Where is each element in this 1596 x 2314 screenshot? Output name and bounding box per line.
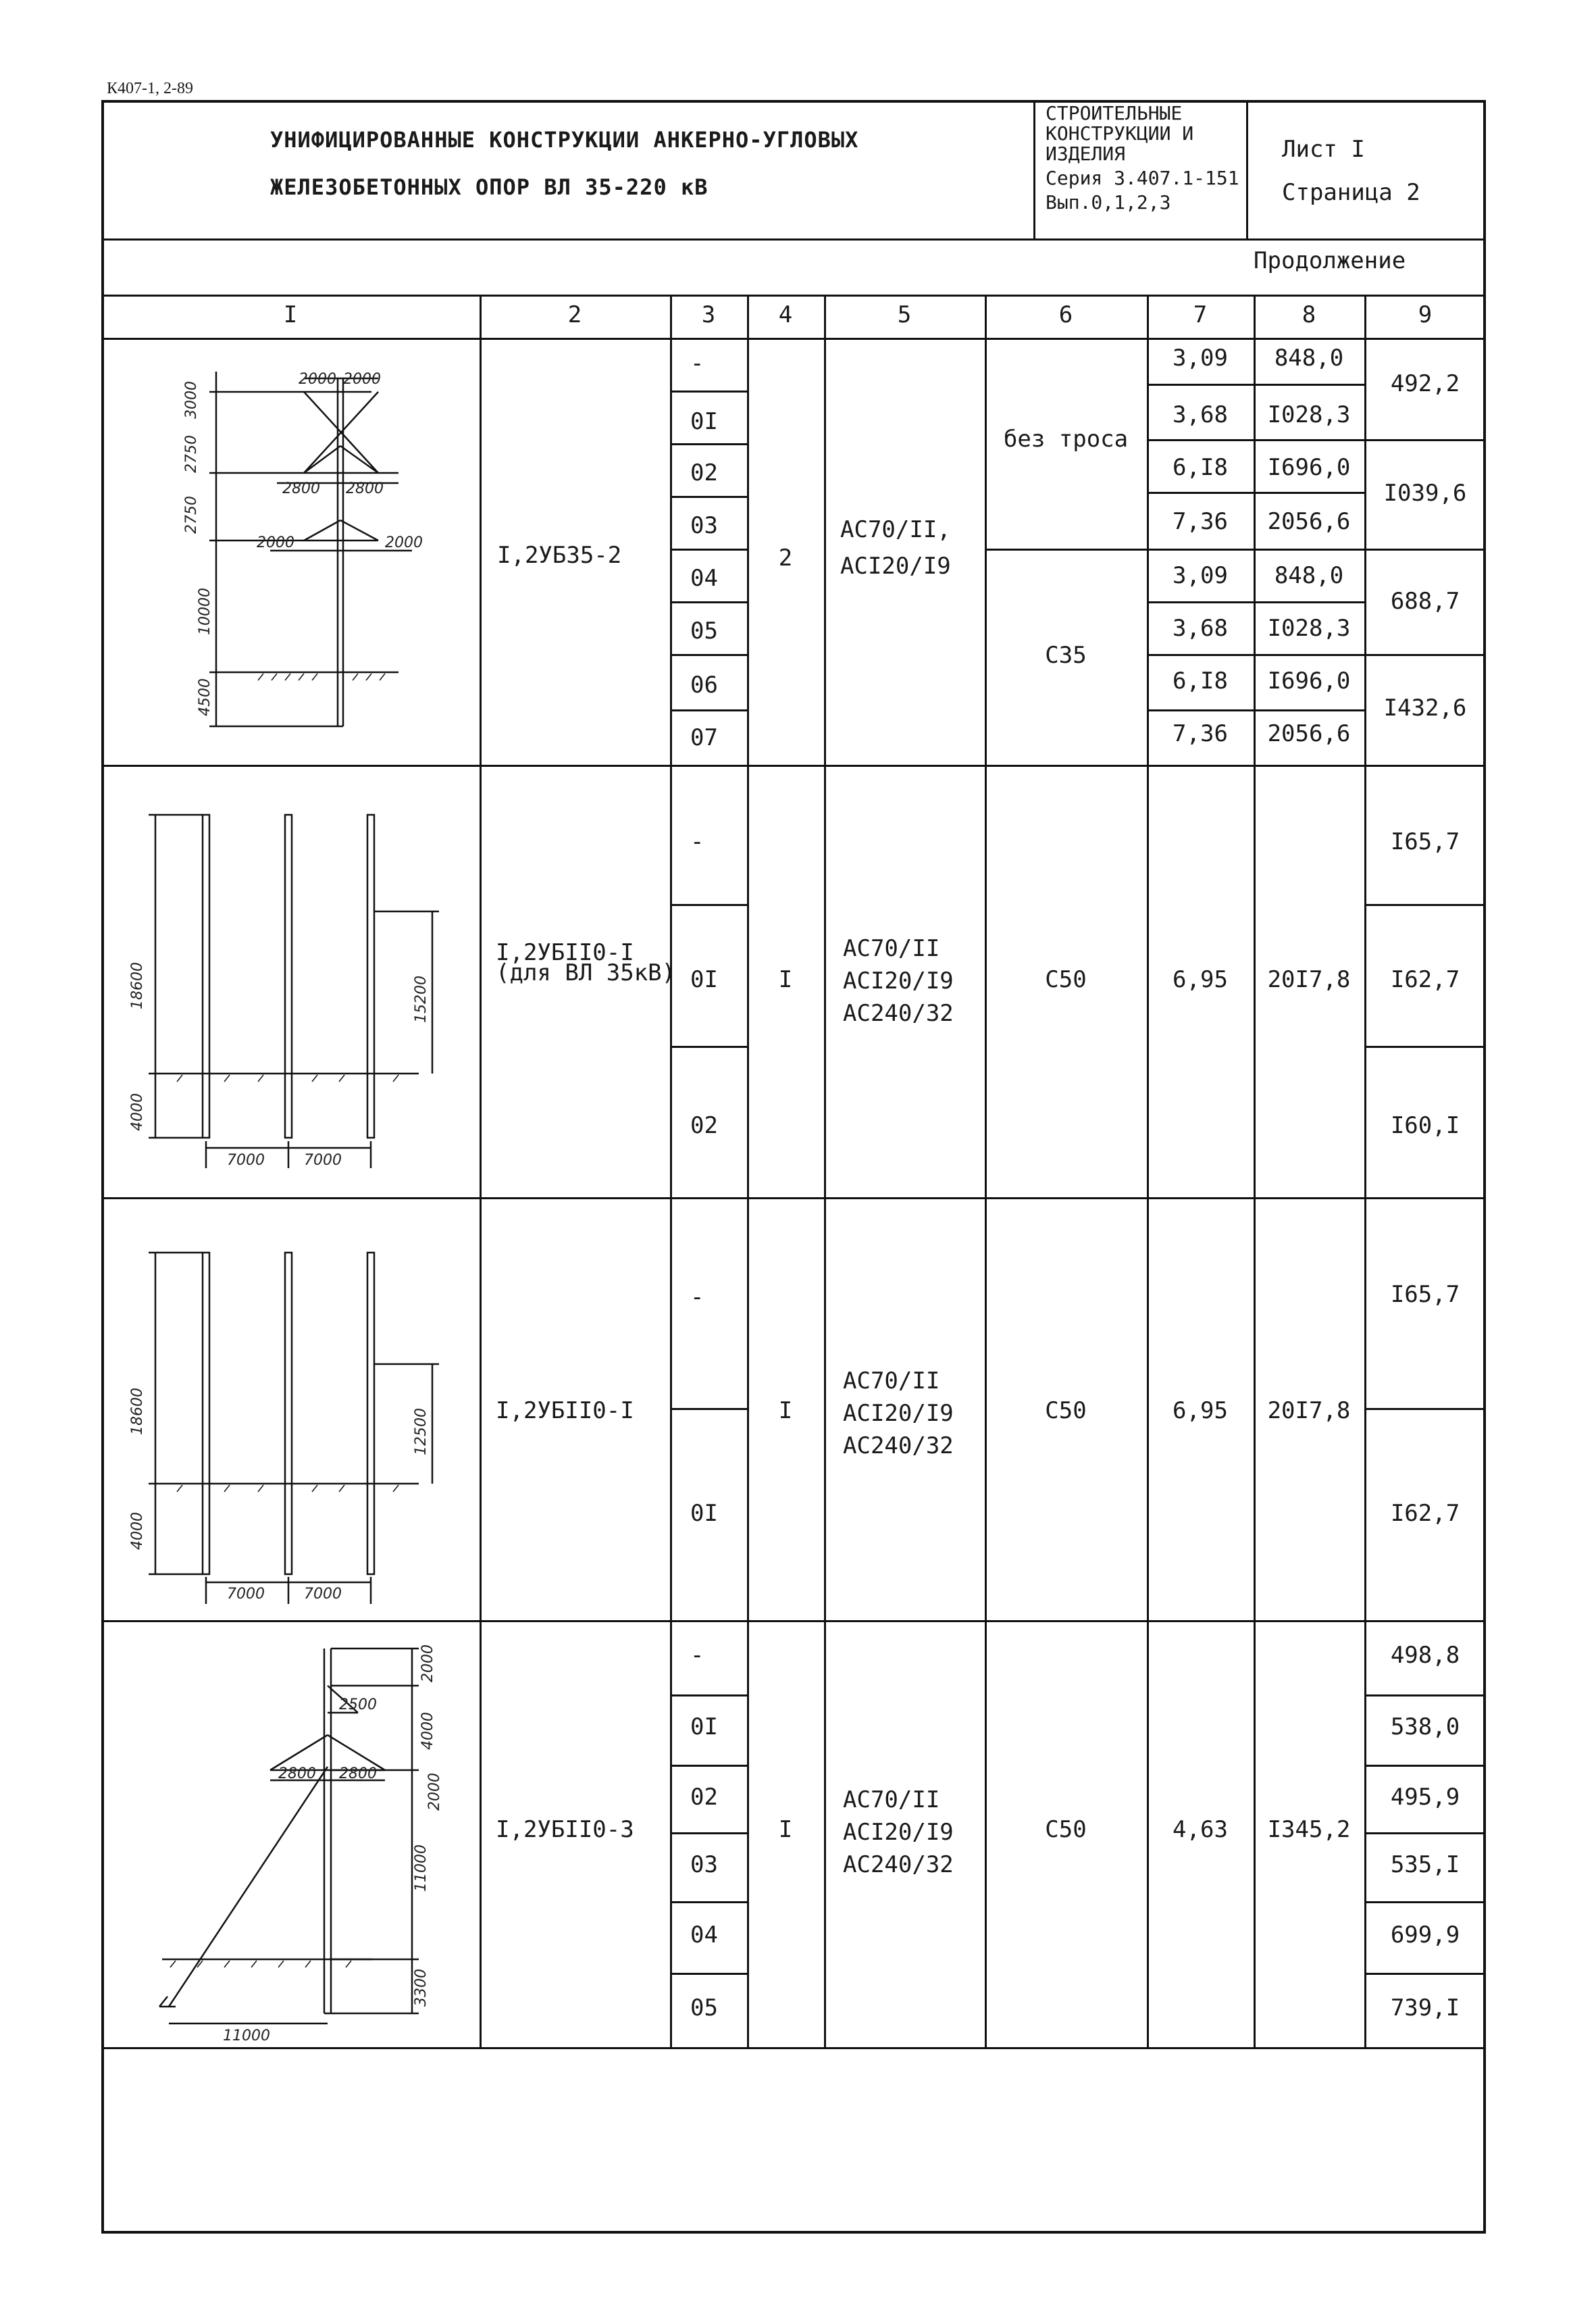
b1-dim: 2800 bbox=[282, 480, 320, 497]
b2-col9: I62,7 bbox=[1390, 966, 1460, 993]
b4-variant: 04 bbox=[690, 1921, 718, 1948]
col-header-3: 3 bbox=[701, 301, 716, 328]
b1-row-line bbox=[670, 709, 747, 711]
b2-row-line bbox=[670, 1046, 747, 1048]
title-line-1: УНИФИЦИРОВАННЫЕ КОНСТРУКЦИИ АНКЕРНО-УГЛОВЫХ bbox=[270, 127, 859, 153]
b1-wire-2: АСI20/I9 bbox=[840, 553, 951, 580]
b2-support-note: (для ВЛ 35кВ) bbox=[496, 959, 676, 986]
b1-dim: 2000 bbox=[343, 371, 381, 388]
b4-col9-row-line bbox=[1364, 1694, 1486, 1696]
b1-variant: 02 bbox=[690, 459, 718, 486]
b4-variant: 02 bbox=[690, 1784, 718, 1811]
b1-col9: 688,7 bbox=[1390, 588, 1460, 615]
b1-variant: 04 bbox=[690, 565, 718, 592]
issue-numbers: Вып.0,1,2,3 bbox=[1046, 191, 1171, 213]
b3-col9-divider bbox=[1364, 1408, 1486, 1410]
b1-value-row-line bbox=[1147, 601, 1364, 603]
b4-variant: 0I bbox=[690, 1713, 718, 1740]
b2-dim: 4000 bbox=[129, 1093, 146, 1131]
b1-variant: 07 bbox=[690, 724, 718, 751]
col-header-4: 4 bbox=[778, 301, 793, 328]
b1-col7: 3,68 bbox=[1173, 401, 1228, 428]
b4-col9: 535,I bbox=[1390, 1851, 1460, 1878]
b1-dim: 2750 bbox=[183, 496, 200, 534]
b2-support-type: I,2УБII0-I bbox=[496, 939, 634, 966]
b3-col4: I bbox=[778, 1397, 793, 1424]
b4-col7: 4,63 bbox=[1173, 1816, 1228, 1843]
b3-support-type: I,2УБII0-I bbox=[496, 1397, 634, 1424]
b1-col8: 2056,6 bbox=[1267, 508, 1351, 535]
b1-col9: I432,6 bbox=[1383, 695, 1467, 722]
b1-col6-divider bbox=[985, 549, 1147, 551]
b1-row-line bbox=[670, 496, 747, 498]
b1-value-row-line bbox=[1147, 492, 1364, 494]
b3-portal-drawing bbox=[101, 1199, 480, 1620]
b1-wire-1: АС70/II, bbox=[840, 516, 951, 543]
b4-dim: 3300 bbox=[413, 1969, 430, 2007]
b4-col6: С50 bbox=[1045, 1816, 1087, 1843]
b3-dim: 7000 bbox=[227, 1586, 265, 1603]
b4-col9: 498,8 bbox=[1390, 1642, 1460, 1669]
b4-col4: I bbox=[778, 1816, 793, 1843]
col-line-1 bbox=[480, 296, 482, 2047]
b2-col9: I65,7 bbox=[1390, 828, 1460, 855]
b2-col9-divider bbox=[1364, 904, 1486, 906]
b4-dim: 2000 bbox=[426, 1773, 443, 1811]
b1-col7: 6,I8 bbox=[1173, 454, 1228, 481]
b2-row-line bbox=[670, 904, 747, 906]
b2-variant: 0I bbox=[690, 966, 718, 993]
b1-variant: 06 bbox=[690, 672, 718, 699]
b1-col4: 2 bbox=[778, 545, 793, 572]
b1-col8: 2056,6 bbox=[1267, 720, 1351, 747]
b1-dim: 2800 bbox=[346, 480, 384, 497]
b1-variant: 05 bbox=[690, 618, 718, 645]
b4-col9-row-line bbox=[1364, 1973, 1486, 1975]
block-4-bottom-line bbox=[101, 2047, 1486, 2049]
b4-support-type: I,2УБII0-3 bbox=[496, 1816, 634, 1843]
b1-col6-c35: С35 bbox=[1045, 642, 1087, 669]
col-header-8: 8 bbox=[1302, 301, 1316, 328]
b1-col8: I028,3 bbox=[1267, 615, 1351, 642]
b1-dim: 4500 bbox=[197, 678, 213, 716]
b4-dim: 2800 bbox=[278, 1765, 316, 1782]
b4-col9: 538,0 bbox=[1390, 1713, 1460, 1740]
b1-value-row-line bbox=[1147, 439, 1364, 441]
sheet-label: Лист I bbox=[1282, 136, 1365, 163]
b1-col8: I028,3 bbox=[1267, 401, 1351, 428]
b2-col9: I60,I bbox=[1390, 1112, 1460, 1139]
b1-col7: 3,68 bbox=[1173, 615, 1228, 642]
b4-col9: 739,I bbox=[1390, 1994, 1460, 2021]
b4-dim: 2000 bbox=[419, 1644, 436, 1682]
b1-row-line bbox=[670, 443, 747, 445]
b4-row-line bbox=[670, 1832, 747, 1834]
b4-row-line bbox=[670, 1765, 747, 1767]
b1-col6-no-cable: без троса bbox=[1003, 426, 1129, 453]
b4-dim: 4000 bbox=[419, 1712, 436, 1750]
b2-dim: 7000 bbox=[304, 1152, 342, 1169]
b1-row-line bbox=[670, 601, 747, 603]
b4-guyed-tower-drawing bbox=[101, 1621, 480, 2047]
col-line-7 bbox=[1254, 296, 1256, 2047]
b1-value-row-line bbox=[1147, 549, 1364, 551]
document-code: К407-1, 2-89 bbox=[107, 80, 193, 97]
b1-col9-divider bbox=[1364, 654, 1486, 656]
b2-col4: I bbox=[778, 966, 793, 993]
b1-value-row-line bbox=[1147, 384, 1364, 386]
col-line-4 bbox=[824, 296, 826, 2047]
b2-dim: 7000 bbox=[227, 1152, 265, 1169]
b3-col6: С50 bbox=[1045, 1397, 1087, 1424]
col-line-5 bbox=[985, 296, 987, 2047]
b1-col7: 7,36 bbox=[1173, 508, 1228, 535]
b1-col9-divider bbox=[1364, 439, 1486, 441]
continuation-bottom-line bbox=[101, 295, 1486, 297]
b3-variant: 0I bbox=[690, 1500, 718, 1527]
b4-variant: - bbox=[690, 1642, 704, 1669]
b3-wires: АС70/II АСI20/I9 АС240/32 bbox=[843, 1367, 954, 1459]
b2-col8: 20I7,8 bbox=[1267, 966, 1351, 993]
col-header-7: 7 bbox=[1193, 301, 1208, 328]
continuation-label: Продолжение bbox=[1254, 247, 1406, 274]
b1-col8: 848,0 bbox=[1274, 562, 1344, 589]
title-line-2: ЖЕЛЕЗОБЕТОННЫХ ОПОР ВЛ 35-220 кВ bbox=[270, 174, 709, 200]
b3-dim: 18600 bbox=[129, 1388, 146, 1435]
b1-col8: I696,0 bbox=[1267, 668, 1351, 695]
b4-dim: 2500 bbox=[339, 1696, 377, 1713]
b2-variant: - bbox=[690, 828, 704, 855]
b1-col7: 7,36 bbox=[1173, 720, 1228, 747]
b1-dim: 3000 bbox=[183, 381, 200, 419]
b3-dim: 4000 bbox=[129, 1512, 146, 1550]
title-divider-2 bbox=[1246, 101, 1248, 240]
b4-dim: 11000 bbox=[413, 1844, 430, 1892]
b2-variant: 02 bbox=[690, 1112, 718, 1139]
b4-variant: 03 bbox=[690, 1851, 718, 1878]
b4-col9-row-line bbox=[1364, 1765, 1486, 1767]
b2-portal-drawing bbox=[101, 766, 480, 1197]
b4-row-line bbox=[670, 1694, 747, 1696]
b1-col7: 3,09 bbox=[1173, 345, 1228, 372]
category-line-2: КОНСТРУКЦИИ И bbox=[1046, 122, 1194, 145]
col-header-5: 5 bbox=[897, 301, 912, 328]
b1-col8: 848,0 bbox=[1274, 345, 1344, 372]
title-divider-1 bbox=[1033, 101, 1035, 240]
b4-wires: АС70/II АСI20/I9 АС240/32 bbox=[843, 1786, 954, 1878]
b1-value-row-line bbox=[1147, 654, 1364, 656]
col-header-2: 2 bbox=[567, 301, 582, 328]
b3-col8: 20I7,8 bbox=[1267, 1397, 1351, 1424]
col-line-2 bbox=[670, 296, 672, 2047]
b4-variant: 05 bbox=[690, 1994, 718, 2021]
col-header-6: 6 bbox=[1058, 301, 1073, 328]
b3-variant: - bbox=[690, 1284, 704, 1311]
b3-row-line bbox=[670, 1408, 747, 1410]
b3-dim: 12500 bbox=[413, 1408, 430, 1455]
b3-col9: I62,7 bbox=[1390, 1500, 1460, 1527]
b1-dim: 2000 bbox=[385, 534, 423, 551]
page-label: Страница 2 bbox=[1282, 179, 1420, 206]
b2-wires: АС70/II АСI20/I9 АС240/32 bbox=[843, 935, 954, 1027]
b1-col8: I696,0 bbox=[1267, 454, 1351, 481]
b2-col7: 6,95 bbox=[1173, 966, 1228, 993]
b4-col9-row-line bbox=[1364, 1832, 1486, 1834]
b1-col9: I039,6 bbox=[1383, 480, 1467, 507]
col-header-1: I bbox=[283, 301, 298, 328]
title-bottom-line bbox=[101, 238, 1486, 241]
b3-col7: 6,95 bbox=[1173, 1397, 1228, 1424]
b3-col9: I65,7 bbox=[1390, 1281, 1460, 1308]
b1-dim: 2000 bbox=[299, 371, 336, 388]
b1-variant: 03 bbox=[690, 512, 718, 539]
b1-col7: 3,09 bbox=[1173, 562, 1228, 589]
b4-col9: 699,9 bbox=[1390, 1921, 1460, 1948]
b1-row-line bbox=[670, 391, 747, 393]
b3-dim: 7000 bbox=[304, 1586, 342, 1603]
b1-variant: - bbox=[690, 350, 704, 377]
b1-dim: 10000 bbox=[197, 588, 213, 635]
series-number: Серия 3.407.1-151 bbox=[1046, 167, 1239, 189]
b4-row-line bbox=[670, 1973, 747, 1975]
b1-col9: 492,2 bbox=[1390, 370, 1460, 397]
b1-dim: 2000 bbox=[257, 534, 294, 551]
col-header-9: 9 bbox=[1418, 301, 1433, 328]
b4-dim: 2800 bbox=[339, 1765, 377, 1782]
b1-col7: 6,I8 bbox=[1173, 668, 1228, 695]
b2-col9-divider bbox=[1364, 1046, 1486, 1048]
b1-value-row-line bbox=[1147, 709, 1364, 711]
b1-row-line bbox=[670, 654, 747, 656]
b4-col9-row-line bbox=[1364, 1901, 1486, 1903]
b1-dim: 2750 bbox=[183, 435, 200, 473]
category-line-1: СТРОИТЕЛЬНЫЕ bbox=[1046, 102, 1183, 124]
b1-variant: 0I bbox=[690, 408, 718, 435]
b4-row-line bbox=[670, 1901, 747, 1903]
b1-col9-divider bbox=[1364, 549, 1486, 551]
category-line-3: ИЗДЕЛИЯ bbox=[1046, 143, 1126, 165]
b4-dim: 11000 bbox=[223, 2028, 270, 2044]
b2-col6: С50 bbox=[1045, 966, 1087, 993]
b1-tower-drawing bbox=[101, 338, 480, 765]
b1-support-type: I,2УБ35-2 bbox=[497, 542, 622, 569]
col-line-6 bbox=[1147, 296, 1149, 2047]
b4-col8: I345,2 bbox=[1267, 1816, 1351, 1843]
b4-col9: 495,9 bbox=[1390, 1784, 1460, 1811]
b2-dim: 18600 bbox=[129, 962, 146, 1009]
b1-row-line bbox=[670, 549, 747, 551]
b2-dim: 15200 bbox=[413, 976, 430, 1023]
